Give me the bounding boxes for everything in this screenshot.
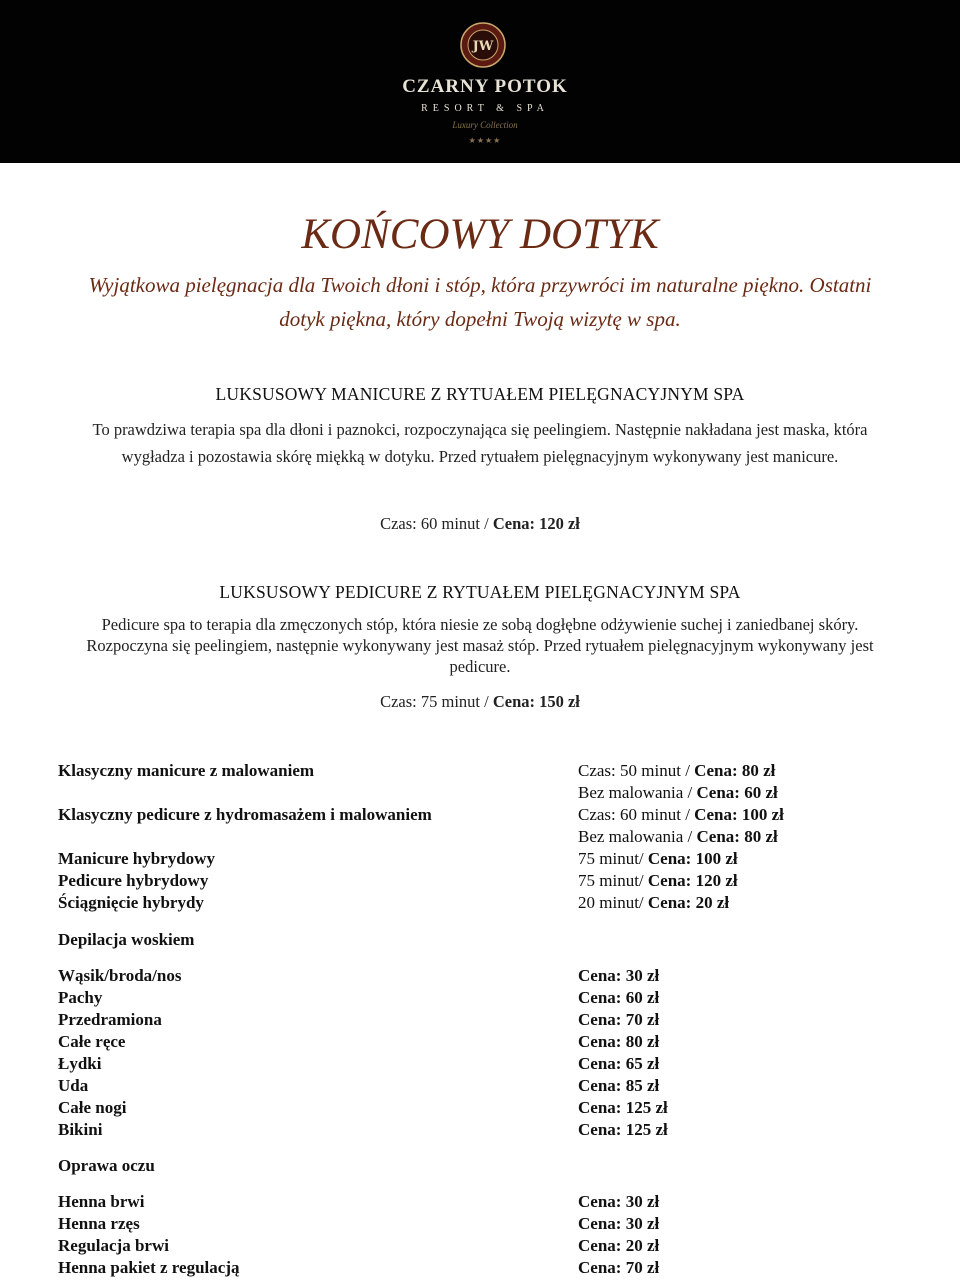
list-item [58,870,918,892]
manicure-heading: LUKSUSOWY MANICURE Z RYTUAŁEM PIELĘGNACYJNYM SPA [215,384,745,404]
list-item [58,987,918,1009]
list-item [58,848,918,870]
service-price: Cena: 30 zł [578,1192,660,1211]
service-price: Cena: 80 zł [578,1032,660,1051]
service-name: Klasyczny manicure z malowaniem [58,761,315,780]
service-price: Cena: 70 zł [578,1010,660,1029]
seal-text: JW [472,39,494,54]
service-name: Henna rzęs [58,1214,140,1233]
brand-subtitle: RESORT & SPA [421,103,549,114]
service-price: Cena: 85 zł [578,1076,660,1095]
brand-name: CZARNY POTOK [402,76,568,97]
service-name: Pedicure hybrydowy [58,871,209,890]
list-item [58,1257,918,1279]
page-title: KOŃCOWY DOTYK [301,211,659,258]
pedicure-meta [0,692,960,712]
list-item [58,1213,918,1235]
list-item [58,1009,918,1031]
list-item [58,782,918,804]
service-name: Ściągnięcie hybrydy [58,893,204,912]
list-item [58,1235,918,1257]
service-price: Cena: 30 zł [578,1214,660,1233]
manicure-meta [0,514,960,534]
service-name: Wąsik/broda/nos [58,966,182,985]
eyes-heading: Oprawa oczu [58,1156,155,1175]
service-name: Bikini [58,1120,103,1139]
service-name: Przedramiona [58,1010,162,1029]
section-heading [58,1155,918,1177]
list-item [58,826,918,848]
service-price: Cena: 125 zł [578,1098,668,1117]
service-name: Pachy [58,988,103,1007]
page-subtitle: Wyjątkowa pielęgnacja dla Twoich dłoni i stóp, która przywróci im naturalne piękno. Ostatni dotyk piękna, który dopełni Twoją wizytę w spa. [88,273,872,331]
service-price: Bez malowania / Cena: 80 zł [578,827,778,846]
waxing-heading: Depilacja woskiem [58,930,195,949]
pedicure-price: Cena: 150 zł [492,692,580,711]
brand-collection: Luxury Collection [452,120,518,130]
service-price: Czas: 50 minut / Cena: 80 zł [578,761,776,780]
list-item [58,1053,918,1075]
service-price: Cena: 60 zł [578,988,660,1007]
list-item [58,1119,918,1141]
service-price: Cena: 30 zł [578,966,660,985]
service-price: 75 minut/ Cena: 120 zł [578,871,738,890]
service-price: Cena: 20 zł [578,1236,660,1255]
manicure-description: To prawdziwa terapia spa dla dłoni i paznokci, rozpoczynająca się peelingiem. Następnie nakładana jest maska, która wygładza i pozostawia skórę miękką w dotyku. Przed rytuałem pielęgnacyjnym wykonywany jest manicure. [92,420,868,466]
pedicure-time: Czas: 75 minut / [380,692,493,711]
list-item [58,760,918,782]
service-name: Regulacja brwi [58,1236,169,1255]
section-heading [58,929,918,951]
service-price: 75 minut/ Cena: 100 zł [578,849,738,868]
resort-logo [400,14,570,154]
list-item [58,1075,918,1097]
pedicure-description: Pedicure spa to terapia dla zmęczonych stóp, która niesie ze sobą dogłębne odżywienie suchej i zaniedbanej skóry. Rozpoczyna się peelingiem, następnie wykonywany jest masaż stóp. Przed rytuałem pielęgnacyjnym wykonywany jest pedicure. [86,615,874,676]
service-price: Bez malowania / Cena: 60 zł [578,783,778,802]
pedicure-heading: LUKSUSOWY PEDICURE Z RYTUAŁEM PIELĘGNACYJNYM SPA [219,582,741,602]
service-name: Manicure hybrydowy [58,849,215,868]
service-name: Całe ręce [58,1032,126,1051]
service-name: Klasyczny pedicure z hydromasażem i malowaniem [58,805,432,824]
list-item [58,892,918,914]
service-name: Łydki [58,1054,102,1073]
service-price: 20 minut/ Cena: 20 zł [578,893,730,912]
list-item [58,965,918,987]
list-item [58,1031,918,1053]
service-price: Cena: 125 zł [578,1120,668,1139]
jw-seal-icon [460,22,506,68]
service-name: Całe nogi [58,1098,127,1117]
manicure-time: Czas: 60 minut / [380,514,493,533]
service-name: Henna brwi [58,1192,145,1211]
manicure-price: Cena: 120 zł [492,514,580,533]
service-price: Czas: 60 minut / Cena: 100 zł [578,805,784,824]
brand-stars: ★★★★ [468,136,502,145]
list-item [58,1097,918,1119]
list-item [58,1191,918,1213]
service-price: Cena: 65 zł [578,1054,660,1073]
service-name: Uda [58,1076,89,1095]
service-price: Cena: 70 zł [578,1258,660,1277]
header-banner [0,0,960,163]
service-name: Henna pakiet z regulacją [58,1258,240,1277]
list-item [58,804,918,826]
